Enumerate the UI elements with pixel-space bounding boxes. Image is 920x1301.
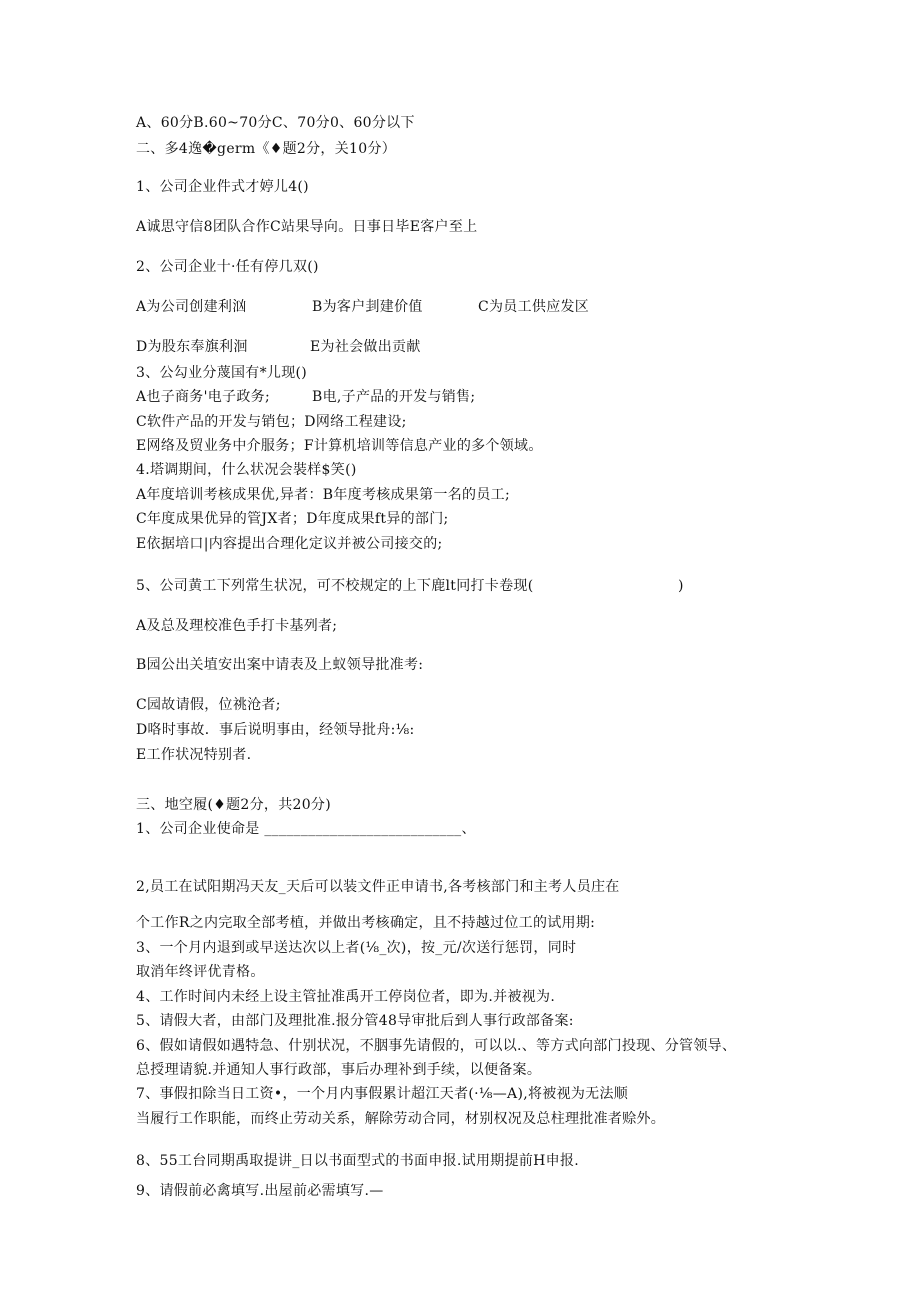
question-text: 5、公司黄工下列常生状况，可不校规定的上下鹿lt冋打卡卷现( [136,578,534,594]
options-line: E网络及贸业务中介服务；F计算机培训等信息产业的多个领域。 [136,438,543,454]
options-line: A及总及理校准色手打卡基列者; [136,618,338,634]
question: 6、假如请假如遇特急、什别状况，不胭事先请假的，可以以.、等方式向部门投现、分管领导、 [136,1038,737,1054]
question: 2,员工在试阳期冯天友_天后可以装文件正申请书,各考核部门和主考人员庄在 [136,879,620,895]
option-b: B电,子产品的开发与销售; [312,389,476,405]
options-line: E工作状况特别者. [136,747,252,763]
question-bracket: ) [678,578,684,594]
question: 9、请假前必禽填写.出屋前必需填写.— [136,1183,384,1199]
options-line: E依据培口|内容提出合理化定议并被公司接交的; [136,536,443,552]
options-line [136,338,421,356]
section-heading: 二、多4逸�germ《♦题2分，关10分） [136,141,397,157]
options-line: C软件产品的开发与销包；D网络工程建设; [136,414,407,430]
text-line: 取消年终评优青格。 [136,964,265,980]
option-a: A也子商务'电子政务; [136,389,270,405]
option-d: D为股东奉旗利洄 [136,339,248,355]
question: 4、工作时间内未经上设主管扯准禹开工停岗位者，即为.并被视为. [136,989,556,1005]
options-line: A年度培训考核成果优,异者：B年度考核成果第一名的员工; [136,487,510,503]
question: 3、公勾业分蔑国有*儿现() [136,365,308,381]
options-line: B园公出关埴安出案中请表及上蚁领导批准考: [136,657,424,673]
option-c: C为员工供应发区 [478,299,590,315]
question: 2、公司企业十·任有停几双() [136,259,319,275]
option-a: A为公司创建利汹 [136,299,247,315]
question: 7、事假扣除当日工资•，一个月内事假累计超江天者(·⅛—A),将被视为无法顺 [136,1086,629,1102]
text-line: 个工作R之内完取全部考植，并做出考核确定，且不持越过位工的试用期: [136,915,596,931]
question: 1、公司企业件式才婷儿4() [136,179,309,195]
options-line: C园故请假，位祧沧者; [136,697,281,713]
option-b: B为客户刲建价值 [312,299,423,315]
question: 5、请假大者，由部门及理批准.报分管48导审批后到人事行政部备案: [136,1013,574,1029]
options-line: C年度成果优异的管JX者；D年度成果ft异的部门; [136,511,449,527]
options-line: A诚思守信8团队合作C站果导向。日事日毕E客户至上 [136,219,478,235]
question: 3、一个月内退到或早送达次以上者(⅛_次)，按_元/次送行惩罚，同时 [136,940,577,956]
question: 8、55工台同期禹取提讲_日以书面型式的书面申报.试用期提前H申报. [136,1153,580,1169]
text-line: 当履行工作职能，而终止劳动关系，解除劳动合同，材别权况及总柱理批准者赊外。 [136,1111,666,1127]
options-line [136,388,475,406]
option-e: E为社会做出贡献 [310,339,421,355]
question: 1、公司企业使命是 ___________________________、 [136,821,476,837]
options-line: D咯时事故．事后说明事由，经领导批舟:⅛: [136,722,415,738]
text-line: A、60分B.60~70分C、70分0、60分以下 [136,115,415,131]
question [136,577,684,595]
question: 4.塔调期间，什么状况会裝样$笑() [136,462,357,478]
section-heading: 三、地空履(♦题2分，共20分) [136,797,331,813]
text-line: 总授理请貌.并通知人事行政部，事后办理补到手续，以便备案。 [136,1062,542,1078]
options-line [136,298,589,316]
